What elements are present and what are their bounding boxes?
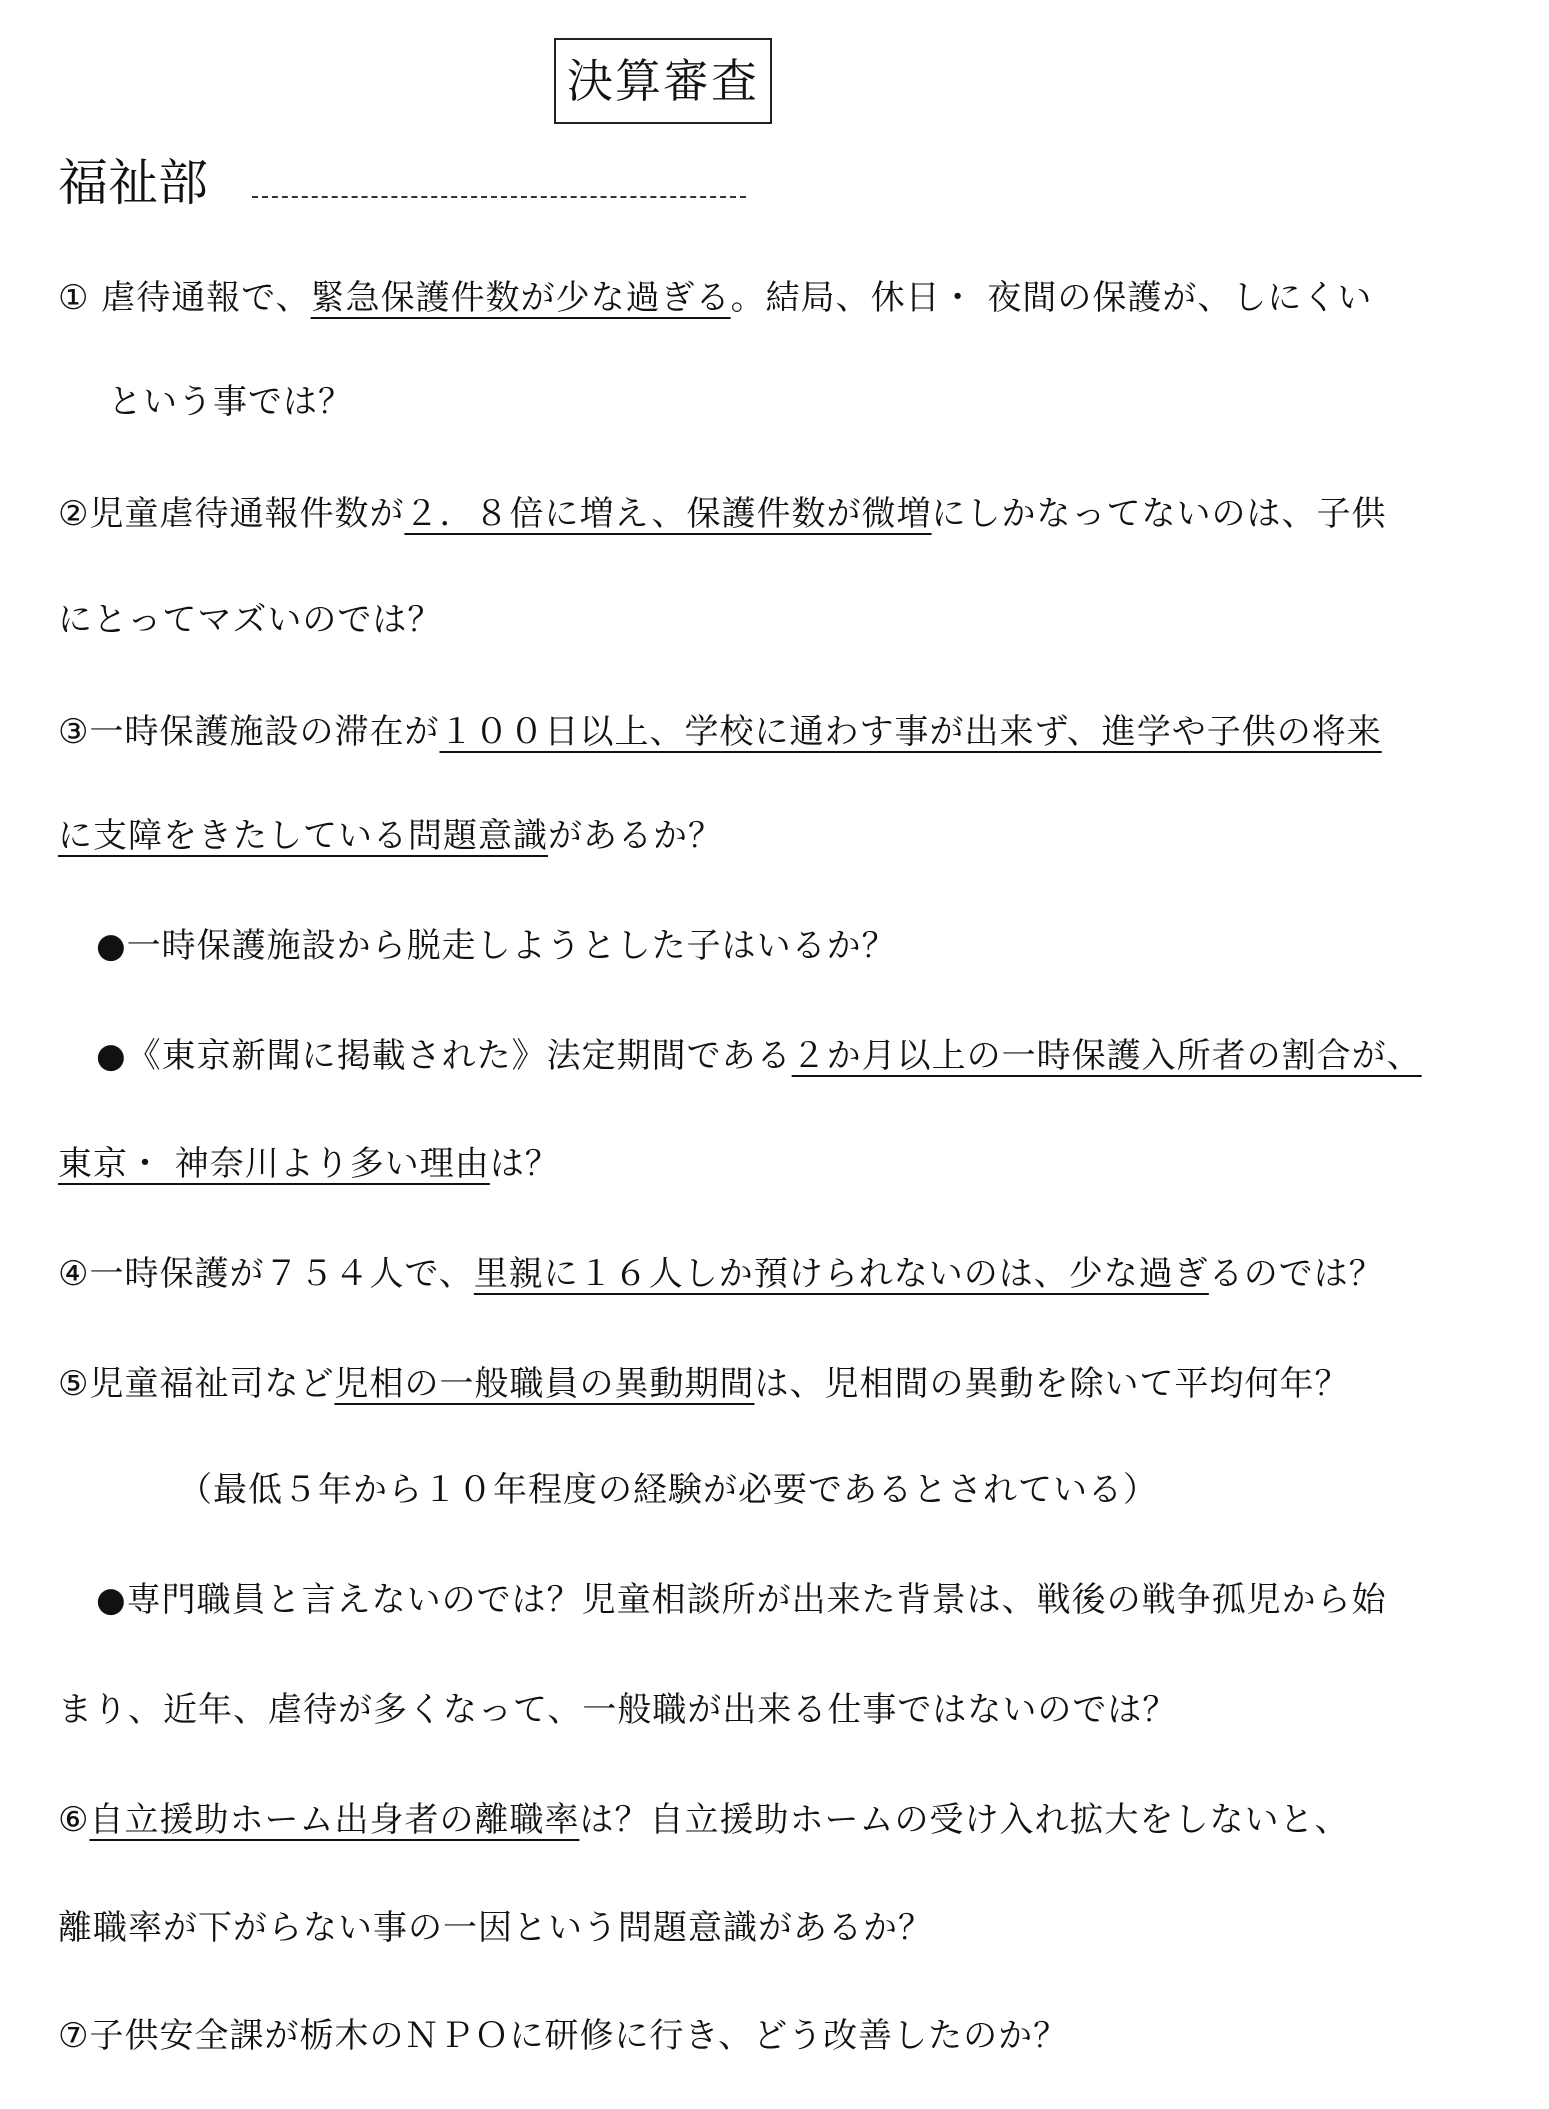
line-text: ⑥ bbox=[58, 1800, 90, 1840]
line-text: 。結局、休日・ 夜間の保護が、しにくい bbox=[730, 278, 1373, 318]
question-line bbox=[96, 1576, 1387, 1624]
question-line bbox=[178, 1466, 1158, 1514]
underlined-text: 里親に１６人しか預けられないのは、少な過ぎ bbox=[473, 1254, 1209, 1294]
question-line bbox=[108, 378, 353, 426]
line-text: （最低５年から１０年程度の経験が必要であるとされている） bbox=[178, 1470, 1158, 1510]
question-line bbox=[58, 708, 1382, 756]
question-line bbox=[58, 490, 1387, 538]
line-text: ④一時保護が７５４人で、 bbox=[58, 1254, 474, 1294]
question-line bbox=[58, 596, 442, 644]
underlined-text: １００日以上、学校に通わす事が出来ず、進学や子供の将来 bbox=[439, 712, 1382, 752]
question-line bbox=[58, 1140, 560, 1188]
question-line bbox=[58, 812, 723, 860]
line-text: ③一時保護施設の滞在が bbox=[58, 712, 440, 752]
question-line bbox=[96, 1032, 1422, 1080]
department-dashed-rule bbox=[252, 196, 746, 198]
underlined-text: 児相の一般職員の異動期間 bbox=[334, 1364, 755, 1404]
line-text: は？ bbox=[489, 1144, 560, 1184]
underlined-text: 東京・ 神奈川より多い理由 bbox=[58, 1144, 490, 1184]
line-text: は？自立援助ホームの受け入れ拡大をしないと、 bbox=[579, 1800, 1350, 1840]
question-line bbox=[58, 2012, 1068, 2060]
document-title: 決算審査 bbox=[554, 38, 772, 124]
line-text: ●一時保護施設から脱走しようとした子はいるか？ bbox=[96, 926, 897, 966]
line-text: ●専門職員と言えないのでは？児童相談所が出来た背景は、戦後の戦争孤児から始 bbox=[96, 1580, 1387, 1620]
underlined-text: 自立援助ホーム出身者の離職率 bbox=[89, 1800, 580, 1840]
question-line bbox=[58, 1796, 1349, 1844]
line-text: 離職率が下がらない事の一因という問題意識があるか？ bbox=[58, 1908, 933, 1948]
question-line bbox=[58, 1250, 1384, 1298]
line-text: にとってマズいのでは？ bbox=[58, 600, 443, 640]
line-text: ②児童虐待通報件数が bbox=[58, 494, 405, 534]
question-line bbox=[58, 1686, 1177, 1734]
line-text: ① 虐待通報で、 bbox=[58, 278, 311, 318]
line-text: という事では？ bbox=[108, 382, 353, 422]
line-text: ●《東京新聞に掲載された》法定期間である bbox=[96, 1036, 792, 1076]
question-line bbox=[96, 922, 897, 970]
underlined-text: 緊急保護件数が少な過ぎる bbox=[310, 278, 731, 318]
question-line bbox=[58, 1360, 1349, 1408]
underlined-text: ２か月以上の一時保護入所者の割合が、 bbox=[791, 1036, 1422, 1076]
department-heading: 福祉部 bbox=[58, 154, 208, 212]
line-text: ⑤児童福祉司など bbox=[58, 1364, 335, 1404]
line-text: は、児相間の異動を除いて平均何年？ bbox=[754, 1364, 1350, 1404]
line-text: まり、近年、虐待が多くなって、一般職が出来る仕事ではないのでは？ bbox=[58, 1690, 1178, 1730]
question-line bbox=[58, 274, 1372, 322]
line-text: るのでは？ bbox=[1208, 1254, 1384, 1294]
underlined-text: に支障をきたしている問題意識 bbox=[58, 816, 548, 856]
underlined-text: ２．８倍に増え、保護件数が微増 bbox=[404, 494, 932, 534]
question-line bbox=[58, 1904, 933, 1952]
line-text: にしかなってないのは、子供 bbox=[931, 494, 1387, 534]
line-text: があるか？ bbox=[548, 816, 723, 856]
line-text: ⑦子供安全課が栃木のＮＰＯに研修に行き、どう改善したのか？ bbox=[58, 2016, 1069, 2056]
